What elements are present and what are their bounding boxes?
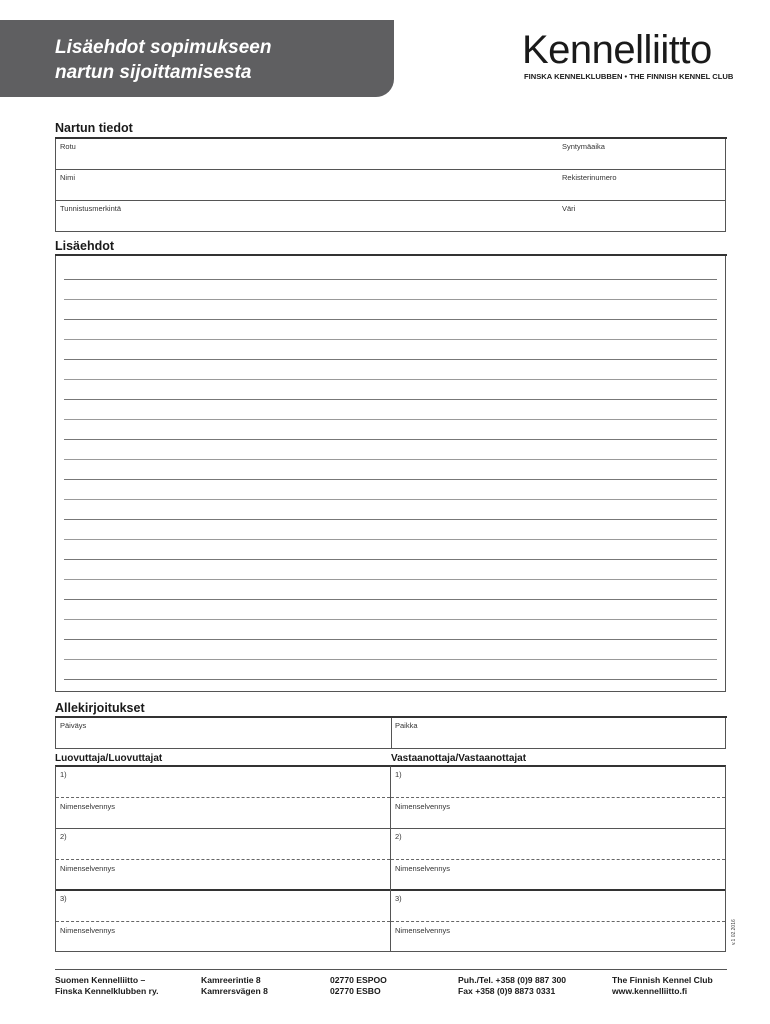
- field-label-nimenselvennys: Nimenselvennys: [60, 864, 116, 873]
- logo-subtitle: FINSKA KENNELKLUBBEN • THE FINNISH KENNEL CLUB: [524, 72, 734, 81]
- footer-street-fi: Kamreerintie 8: [201, 975, 261, 985]
- signature-field[interactable]: [56, 891, 390, 922]
- signature-field[interactable]: [56, 767, 390, 798]
- dog-info-row: [56, 139, 725, 170]
- signatures-left-column: [55, 765, 391, 952]
- field-label-nimenselvennys: Nimenselvennys: [60, 802, 116, 811]
- dog-info-row: [56, 170, 725, 201]
- form-title-line1: Lisäehdot sopimukseen: [55, 37, 272, 58]
- footer-street: [201, 975, 268, 997]
- footer-tel: Puh./Tel. +358 (0)9 887 300: [458, 975, 567, 985]
- field-label-rotu: Rotu: [60, 142, 76, 151]
- writing-line: [64, 499, 717, 500]
- field-label-nimi: Nimi: [60, 173, 75, 182]
- writing-line: [64, 439, 717, 440]
- field-label-nimenselvennys: Nimenselvennys: [395, 802, 451, 811]
- footer-fax: Fax +358 (0)9 8873 0331: [458, 986, 556, 996]
- writing-line: [64, 279, 717, 280]
- signature-number-3: 3): [60, 894, 67, 903]
- name-clarification-field[interactable]: [56, 922, 390, 952]
- signature-field[interactable]: [391, 891, 725, 922]
- footer-web: [612, 975, 713, 997]
- version-label: v.1 02.2016: [731, 919, 737, 945]
- writing-line: [64, 339, 717, 340]
- writing-line: [64, 619, 717, 620]
- footer-org-line1: Suomen Kennelliitto –: [55, 975, 146, 985]
- writing-line: [64, 459, 717, 460]
- field-label-paikka: Paikka: [395, 721, 418, 730]
- writing-line: [64, 319, 717, 320]
- section-heading-lisaehdot: Lisäehdot: [55, 239, 115, 253]
- section-heading-allekirjoitukset: Allekirjoitukset: [55, 701, 145, 715]
- footer-city-sv: 02770 ESBO: [330, 986, 381, 996]
- field-label-tunnistusmerkinta: Tunnistusmerkintä: [60, 204, 121, 213]
- field-label-nimenselvennys: Nimenselvennys: [60, 926, 116, 935]
- writing-line: [64, 579, 717, 580]
- kennelliitto-logo: Kennelliitto: [522, 28, 712, 72]
- dog-info-row: [56, 201, 725, 232]
- writing-line: [64, 539, 717, 540]
- field-label-syntymaaika: Syntymäaika: [562, 142, 605, 151]
- field-label-vari: Väri: [562, 204, 576, 213]
- writing-line: [64, 639, 717, 640]
- signature-field[interactable]: [391, 767, 725, 798]
- field-label-rekisterinumero: Rekisterinumero: [562, 173, 617, 182]
- footer-city-fi: 02770 ESPOO: [330, 975, 387, 985]
- name-clarification-field[interactable]: [391, 922, 725, 952]
- footer-phone: [458, 975, 566, 997]
- column-heading-luovuttaja: Luovuttaja/Luovuttajat: [55, 753, 163, 764]
- field-label-nimenselvennys: Nimenselvennys: [395, 926, 451, 935]
- writing-line: [64, 599, 717, 600]
- footer-city: [330, 975, 387, 997]
- signature-field[interactable]: [56, 829, 390, 860]
- writing-line: [64, 419, 717, 420]
- form-title-line2: nartun sijoittamisesta: [55, 62, 252, 83]
- title-banner: [0, 20, 394, 97]
- writing-line: [64, 479, 717, 480]
- footer-org-line2: Finska Kennelklubben ry.: [55, 986, 159, 996]
- section-heading-nartun-tiedot: Nartun tiedot: [55, 121, 133, 135]
- footer-rule: [55, 969, 727, 970]
- signature-number-1: 1): [395, 770, 402, 779]
- signatures-right-column: [390, 765, 726, 952]
- column-divider: [391, 718, 392, 748]
- footer-organization: [55, 975, 158, 997]
- footer-website-link[interactable]: www.kennelliitto.fi: [612, 986, 688, 996]
- signature-number-2: 2): [395, 832, 402, 841]
- writing-line: [64, 559, 717, 560]
- additional-terms-box[interactable]: [55, 256, 726, 692]
- signature-number-1: 1): [60, 770, 67, 779]
- name-clarification-field[interactable]: [56, 798, 390, 829]
- writing-line: [64, 359, 717, 360]
- field-label-nimenselvennys: Nimenselvennys: [395, 864, 451, 873]
- name-clarification-field[interactable]: [391, 860, 725, 891]
- name-clarification-field[interactable]: [56, 860, 390, 891]
- writing-line: [64, 379, 717, 380]
- writing-line: [64, 299, 717, 300]
- writing-line: [64, 659, 717, 660]
- column-heading-vastaanottaja: Vastaanottaja/Vastaanottajat: [391, 753, 527, 764]
- writing-line: [64, 399, 717, 400]
- signature-field[interactable]: [391, 829, 725, 860]
- date-place-row: [55, 718, 726, 749]
- footer-street-sv: Kamrersvägen 8: [201, 986, 268, 996]
- footer-club-name: The Finnish Kennel Club: [612, 975, 713, 985]
- dog-info-table: [55, 139, 726, 232]
- writing-line: [64, 519, 717, 520]
- writing-line: [64, 679, 717, 680]
- signature-number-3: 3): [395, 894, 402, 903]
- name-clarification-field[interactable]: [391, 798, 725, 829]
- field-label-paivays: Päiväys: [60, 721, 87, 730]
- signature-number-2: 2): [60, 832, 67, 841]
